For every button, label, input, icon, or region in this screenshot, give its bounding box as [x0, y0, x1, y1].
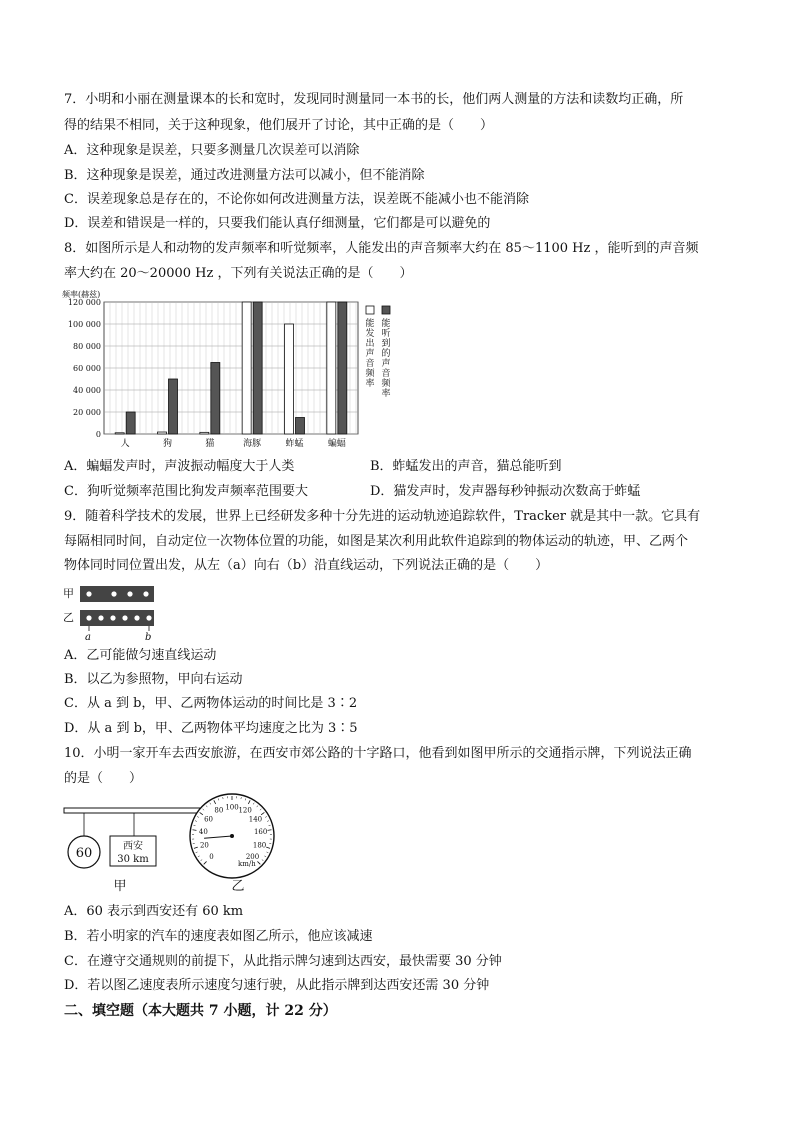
- speedometer-tick-label: 160: [253, 827, 268, 836]
- track-jia-dot: [111, 591, 116, 596]
- chart-bar-emit: [285, 324, 294, 434]
- track-label-jia: 甲: [63, 587, 74, 600]
- chart-bar-emit: [327, 302, 336, 434]
- chart-legend-swatch: [382, 306, 390, 314]
- q8-option-d: D．猫发声时，发声器每秒钟振动次数高于蚱蜢: [370, 484, 641, 499]
- q7-option-b: B．这种现象是误差，通过改进测量方法可以减小，但不能消除: [64, 168, 425, 183]
- q7-stem-line1: 7．小明和小丽在测量课本的长和宽时，发现同时测量同一本书的长，他们两人测量的方法和读数均正确，所: [64, 92, 684, 107]
- chart-bar-hear: [211, 363, 220, 435]
- q8-option-b: B．蚱蜢发出的声音，猫总能听到: [370, 459, 562, 474]
- q10-option-c: C．在遵守交通规则的前提下，从此指示牌匀速到达西安，最快需要 30 分钟: [64, 954, 502, 969]
- track-yi-dot: [146, 615, 151, 620]
- chart-bar-emit: [242, 302, 251, 434]
- track-label-yi: 乙: [63, 611, 74, 624]
- track-jia-dot: [127, 591, 132, 596]
- chart-legend: [365, 306, 391, 399]
- track-yi-dot: [98, 615, 103, 620]
- q8-stem-line1: 8．如图所示是人和动物的发声频率和听觉频率，人能发出的声音频率大约在 85～1100 Hz ，能听到的声音频: [64, 241, 699, 256]
- q7-stem-line2: 得的结果不相同，关于这种现象，他们展开了讨论，其中正确的是（ ）: [64, 118, 494, 133]
- chart-bar-emit: [115, 433, 124, 434]
- chart-bar-emit: [200, 432, 209, 434]
- chart-bar-hear: [338, 302, 347, 434]
- q9-option-b: B．以乙为参照物，甲向右运动: [64, 672, 243, 687]
- chart-y-tick-label: 120 000: [67, 298, 101, 307]
- q8-stem-line2: 率大约在 20～20000 Hz ，下列有关说法正确的是（ ）: [64, 266, 413, 281]
- chart-y-axis-label: 频率(赫兹): [62, 290, 101, 299]
- chart-bar-hear: [253, 302, 262, 434]
- speedometer-tick-label: 180: [252, 841, 267, 850]
- q10-option-d: D．若以图乙速度表所示速度匀速行驶，从此指示牌到达西安还需 30 分钟: [64, 978, 490, 993]
- track-yi-dot: [86, 615, 91, 620]
- figure-label-yi: 乙: [231, 879, 245, 894]
- speedometer-unit: km/h: [238, 860, 256, 868]
- q10-option-a: A．60 表示到西安还有 60 km: [64, 904, 244, 919]
- chart-x-tick-labels: [121, 437, 346, 449]
- q7-option-c: C．误差现象总是存在的，不论你如何改进测量方法，误差既不能减小也不能消除: [64, 192, 529, 207]
- chart-legend-entry: 能听到的声音频率: [381, 319, 391, 399]
- q9-stem-line1: 9．随着科学技术的发展，世界上已经研发多种十分先进的运动轨迹追踪软件，Tracker 就是其中一款。它具有: [64, 509, 701, 524]
- speedometer: [190, 794, 274, 878]
- chart-y-tick-label: 60 000: [73, 364, 101, 373]
- point-b-label: b: [145, 632, 152, 642]
- frequency-bar-chart: [60, 288, 400, 452]
- q7-option-d: D．误差和错误是一样的，只要我们能认真仔细测量，它们都是可以避免的: [64, 216, 491, 231]
- speedometer-tick-label: 20: [199, 841, 209, 850]
- chart-x-tick-label: 蚱蜢: [285, 439, 304, 449]
- chart-y-tick-label: 0: [95, 430, 101, 439]
- q7-option-a: A．这种现象是误差，只要多测量几次误差可以消除: [64, 143, 360, 158]
- track-yi-dot: [110, 615, 115, 620]
- track-yi-dot: [122, 615, 127, 620]
- speedometer-hub: [230, 834, 234, 838]
- speedometer-tick-label: 40: [198, 827, 208, 836]
- speedometer-tick-label: 120: [238, 806, 252, 815]
- speedometer-tick-label: 0: [209, 853, 214, 862]
- chart-y-tick-label: 20 000: [73, 408, 101, 417]
- point-a-label: a: [85, 632, 91, 642]
- tracker-figure: [62, 580, 172, 642]
- speed-limit-value: 60: [75, 846, 93, 861]
- speedometer-tick-label: 80: [214, 806, 224, 815]
- chart-x-tick-label: 海豚: [243, 439, 262, 449]
- chart-x-tick-label: 猫: [205, 439, 215, 449]
- chart-bar-emit: [158, 432, 167, 434]
- track-yi-dot: [134, 615, 139, 620]
- q10-option-b: B．若小明家的汽车的速度表如图乙所示，他应该减速: [64, 929, 373, 944]
- chart-x-tick-label: 狗: [162, 439, 173, 449]
- chart-y-tick-label: 40 000: [73, 386, 101, 395]
- chart-y-tick-labels: [68, 298, 101, 439]
- chart-x-tick-label: 蝙蝠: [327, 439, 346, 449]
- traffic-sign-and-speedometer-figure: [60, 792, 290, 896]
- q9-option-c: C．从 a 到 b，甲、乙两物体运动的时间比是 3∶2: [64, 696, 358, 711]
- speedometer-tick-label: 100: [225, 803, 239, 812]
- q9-stem-line3: 物体同时同位置出发，从左（a）向右（b）沿直线运动，下列说法正确的是（ ）: [64, 558, 549, 573]
- distance-sign-distance: 30 km: [117, 854, 149, 865]
- q8-option-c: C．狗听觉频率范围比狗发声频率范围要大: [64, 484, 308, 499]
- q9-option-d: D．从 a 到 b，甲、乙两物体平均速度之比为 3∶5: [64, 721, 358, 736]
- figure-label-jia: 甲: [113, 879, 127, 894]
- chart-bar-hear: [169, 379, 178, 434]
- speedometer-tick-label: 60: [204, 815, 213, 824]
- q10-stem-line2: 的是（ ）: [64, 771, 143, 786]
- q8-option-a: A．蝙蝠发声时，声波振动幅度大于人类: [64, 459, 295, 474]
- chart-legend-entry: 能发出声音频率: [365, 319, 375, 389]
- q10-stem-line1: 10．小明一家开车去西安旅游，在西安市郊公路的十字路口，他看到如图甲所示的交通指示牌，下列说法正确: [64, 746, 692, 761]
- q9-stem-line2: 每隔相同时间，自动定位一次物体位置的功能，如图是某次利用此软件追踪到的物体运动的轨迹，甲、乙两个: [64, 534, 689, 549]
- distance-sign-place: 西安: [123, 841, 143, 852]
- chart-bar-hear: [126, 412, 135, 434]
- chart-x-tick-label: 人: [120, 439, 130, 449]
- chart-bar-hear: [296, 418, 305, 435]
- chart-y-tick-label: 80 000: [73, 342, 101, 351]
- speedometer-tick-label: 140: [248, 815, 263, 824]
- q9-option-a: A．乙可能做匀速直线运动: [64, 648, 217, 663]
- section-2-heading: 二、填空题（本大题共 7 小题，计 22 分）: [64, 1003, 337, 1019]
- speedometer-tick-label: 200: [245, 853, 260, 862]
- chart-legend-swatch: [366, 306, 374, 314]
- track-jia-dot: [86, 591, 91, 596]
- chart-grid: [104, 302, 358, 434]
- track-jia-dot: [143, 591, 148, 596]
- chart-y-tick-label: 100 000: [67, 320, 101, 329]
